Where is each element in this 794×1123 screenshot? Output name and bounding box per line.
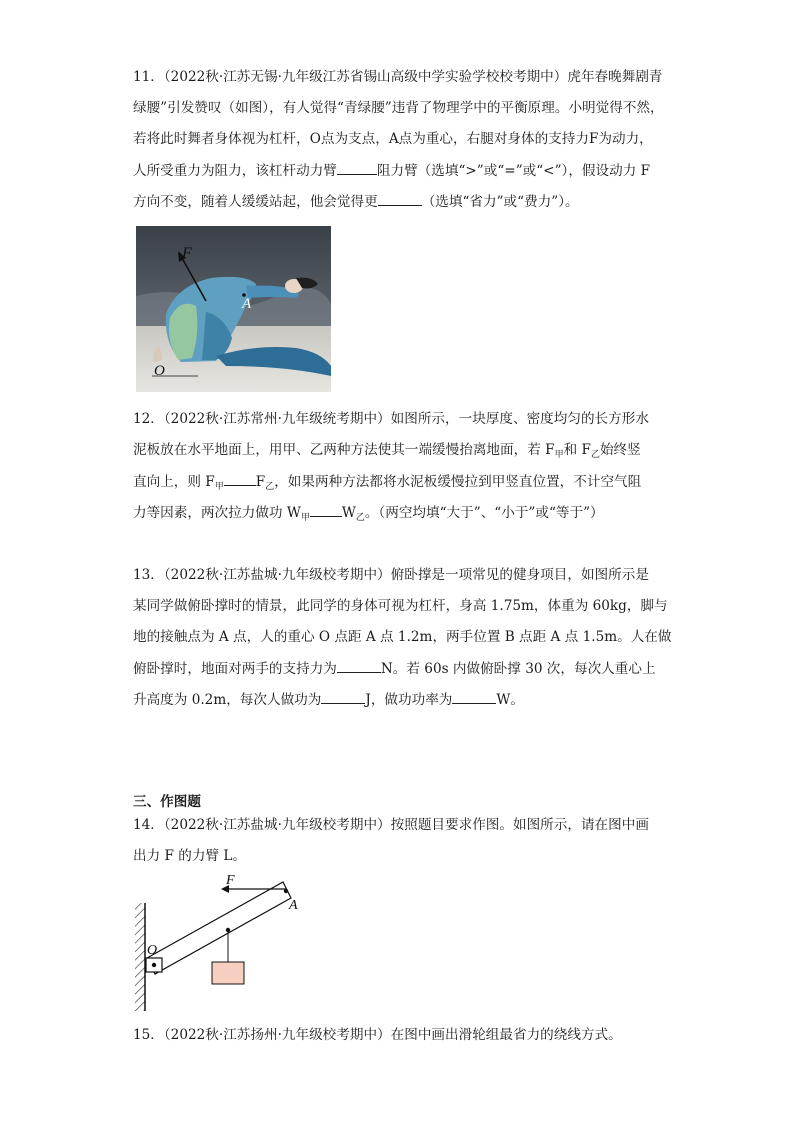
q12-line-2-c: 始终竖 xyxy=(599,442,641,458)
q11-line-4-text-a: 人所受重力为阻力，该杠杆动力臂 xyxy=(133,163,337,179)
q12-blank-1[interactable] xyxy=(224,472,256,486)
q12-line-4-a: 力等因素，两次拉力做功 W xyxy=(133,505,301,521)
q13-line-5-b: J，做功功率为 xyxy=(365,692,453,708)
label-A: A xyxy=(242,296,252,312)
lever-diagram xyxy=(125,868,315,1013)
wall-hatch xyxy=(135,903,145,1011)
q12-line-2-a: 泥板放在水平地面上，用甲、乙两种方法使其一端缓慢抬离地面，若 F xyxy=(133,442,555,458)
label-A: A xyxy=(289,898,298,913)
q12-line-2 xyxy=(133,441,641,464)
q11-line-2: 绿腰”引发赞叹（如图），有人觉得“青绿腰”违背了物理学中的平衡原理。小明觉得不然， xyxy=(133,100,664,116)
label-O: O xyxy=(154,363,165,379)
q12-line-3 xyxy=(133,472,641,496)
q11-line-5-text-b: （选填“省力”或“费力”）。 xyxy=(421,194,579,210)
q12-line-4 xyxy=(133,503,604,527)
q12-sub-yi: 乙 xyxy=(590,450,600,460)
q13-line-3: 地的接触点为 A 点，人的重心 O 点距 A 点 1.2m，两手位置 B 点距 A 点 1.5m。人在做 xyxy=(133,629,672,645)
pivot-O xyxy=(152,963,156,967)
label-O: O xyxy=(147,943,158,958)
q12-line-4-c: 。（两空均填“大于”、“小于”或“等于”） xyxy=(364,505,604,521)
q12-line-3-a: 直向上，则 F xyxy=(133,474,215,490)
q12-blank-2[interactable] xyxy=(310,503,342,517)
q11-line-5 xyxy=(133,192,579,211)
q11-blank-1[interactable] xyxy=(337,161,377,175)
q13-blank-2[interactable] xyxy=(321,690,365,704)
q13-line-5-c: W。 xyxy=(496,692,524,708)
q13-line-5-a: 升高度为 0.2m，每次人做功为 xyxy=(133,692,322,708)
lever-bar xyxy=(147,882,291,974)
q12-line-3-c: ，如果两种方法都将水泥板缓慢拉到甲竖直位置，不计空气阻 xyxy=(274,474,642,490)
q11-line-3: 若将此时舞者身体视为杠杆，O点为支点，A点为重心，右腿对身体的支持力F为动力， xyxy=(133,131,653,147)
q12-line-1: 12．（2022秋·江苏常州·九年级统考期中）如图所示，一块厚度、密度均匀的长方形水 xyxy=(133,411,649,427)
q12-line-4-sub2: 乙 xyxy=(355,513,365,523)
q13-blank-1[interactable] xyxy=(337,659,381,673)
q13-blank-3[interactable] xyxy=(452,690,496,704)
q13-line-4-a: 俯卧撑时，地面对两手的支持力为 xyxy=(133,661,337,677)
hanging-weight xyxy=(212,962,244,984)
q12-line-4-b: W xyxy=(341,505,356,521)
q12-line-3-b: F xyxy=(255,474,266,490)
q12-line-3-sub1: 甲 xyxy=(214,482,224,492)
q14-line-2: 出力 F 的力臂 L。 xyxy=(133,848,246,864)
label-F: F xyxy=(182,245,192,262)
section-title: 三、作图题 xyxy=(133,794,201,810)
q12-line-2-b: 和 F xyxy=(563,442,591,458)
q12-line-4-sub1: 甲 xyxy=(300,513,310,523)
q11-line-4 xyxy=(133,161,650,180)
q13-line-2: 某同学做俯卧撑时的情景，此同学的身体可视为杠杆，身高 1.75m，体重为 60kg，脚与 xyxy=(133,598,668,614)
q13-line-5 xyxy=(133,690,524,709)
q12-line-3-sub2: 乙 xyxy=(265,482,275,492)
q13-line-4 xyxy=(133,659,656,678)
q11-blank-2[interactable] xyxy=(378,192,422,206)
q13-line-1: 13．（2022秋·江苏盐城·九年级校考期中）俯卧撑是一项常见的健身项目，如图所示是 xyxy=(133,567,649,583)
q12-sub-jia: 甲 xyxy=(554,450,564,460)
q15-line-1: 15．（2022秋·江苏扬州·九年级校考期中）在图中画出滑轮组最省力的绕线方式。 xyxy=(133,1027,622,1043)
q11-line-5-text-a: 方向不变，随着人缓缓站起，他会觉得更 xyxy=(133,194,378,210)
q13-line-4-b: N。若 60s 内做俯卧撑 30 次，每次人重心上 xyxy=(380,661,656,677)
q11-line-1: 11．（2022秋·江苏无锡·九年级江苏省锡山高级中学实验学校校考期中）虎年春晚舞剧青 xyxy=(133,69,663,85)
dancer-lever-photo xyxy=(136,226,331,392)
q14-line-1: 14．（2022秋·江苏盐城·九年级校考期中）按照题目要求作图。如图所示，请在图中画 xyxy=(133,817,649,833)
label-F: F xyxy=(226,873,235,888)
q11-line-4-text-b: 阻力臂（选填“>”或“=”或“<”），假设动力 F xyxy=(376,163,651,179)
